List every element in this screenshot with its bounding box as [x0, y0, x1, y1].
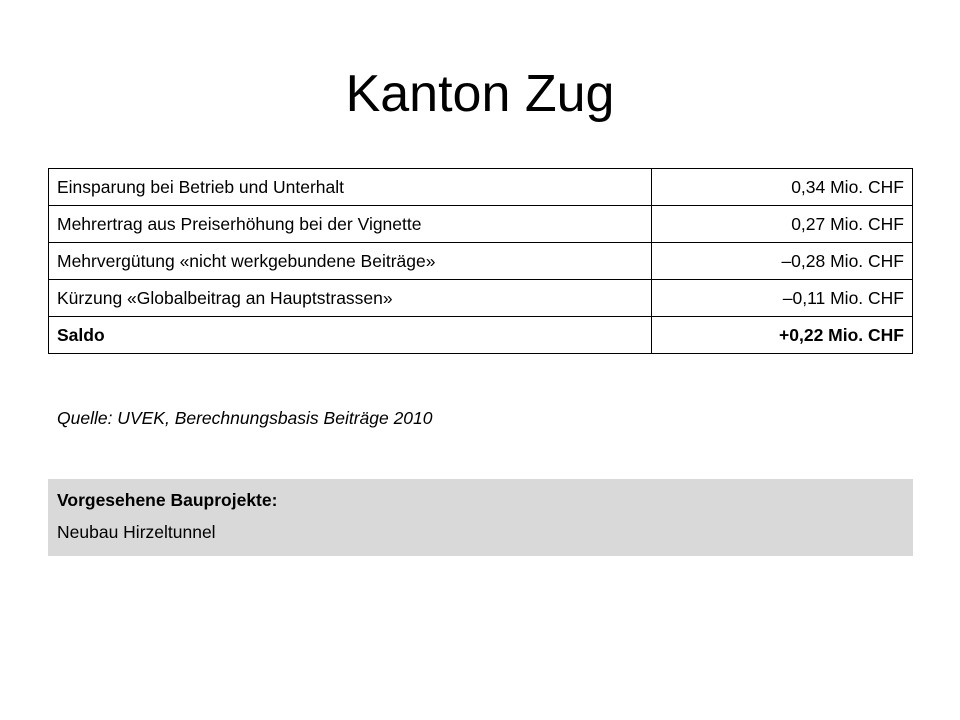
row-value: 0,27 Mio. CHF [652, 206, 913, 243]
row-value: 0,34 Mio. CHF [652, 169, 913, 206]
total-label: Saldo [49, 317, 652, 354]
slide-title: Kanton Zug [345, 65, 615, 123]
financial-summary-table [48, 168, 913, 354]
row-label: Mehrertrag aus Preiserhöhung bei der Vignette [49, 206, 652, 243]
table-row [49, 243, 913, 280]
table-row [49, 280, 913, 317]
table-row [49, 206, 913, 243]
projects-box [48, 479, 913, 556]
row-label: Einsparung bei Betrieb und Unterhalt [49, 169, 652, 206]
table-row [49, 169, 913, 206]
row-value: –0,28 Mio. CHF [652, 243, 913, 280]
total-value: +0,22 Mio. CHF [652, 317, 913, 354]
row-label: Kürzung «Globalbeitrag an Hauptstrassen» [49, 280, 652, 317]
project-item: Neubau Hirzeltunnel [57, 522, 216, 542]
row-label: Mehrvergütung «nicht werkgebundene Beiträge» [49, 243, 652, 280]
source-note: Quelle: UVEK, Berechnungsbasis Beiträge 2010 [57, 408, 433, 428]
row-value: –0,11 Mio. CHF [652, 280, 913, 317]
projects-heading: Vorgesehene Bauprojekte: [57, 490, 278, 510]
total-row [49, 317, 913, 354]
